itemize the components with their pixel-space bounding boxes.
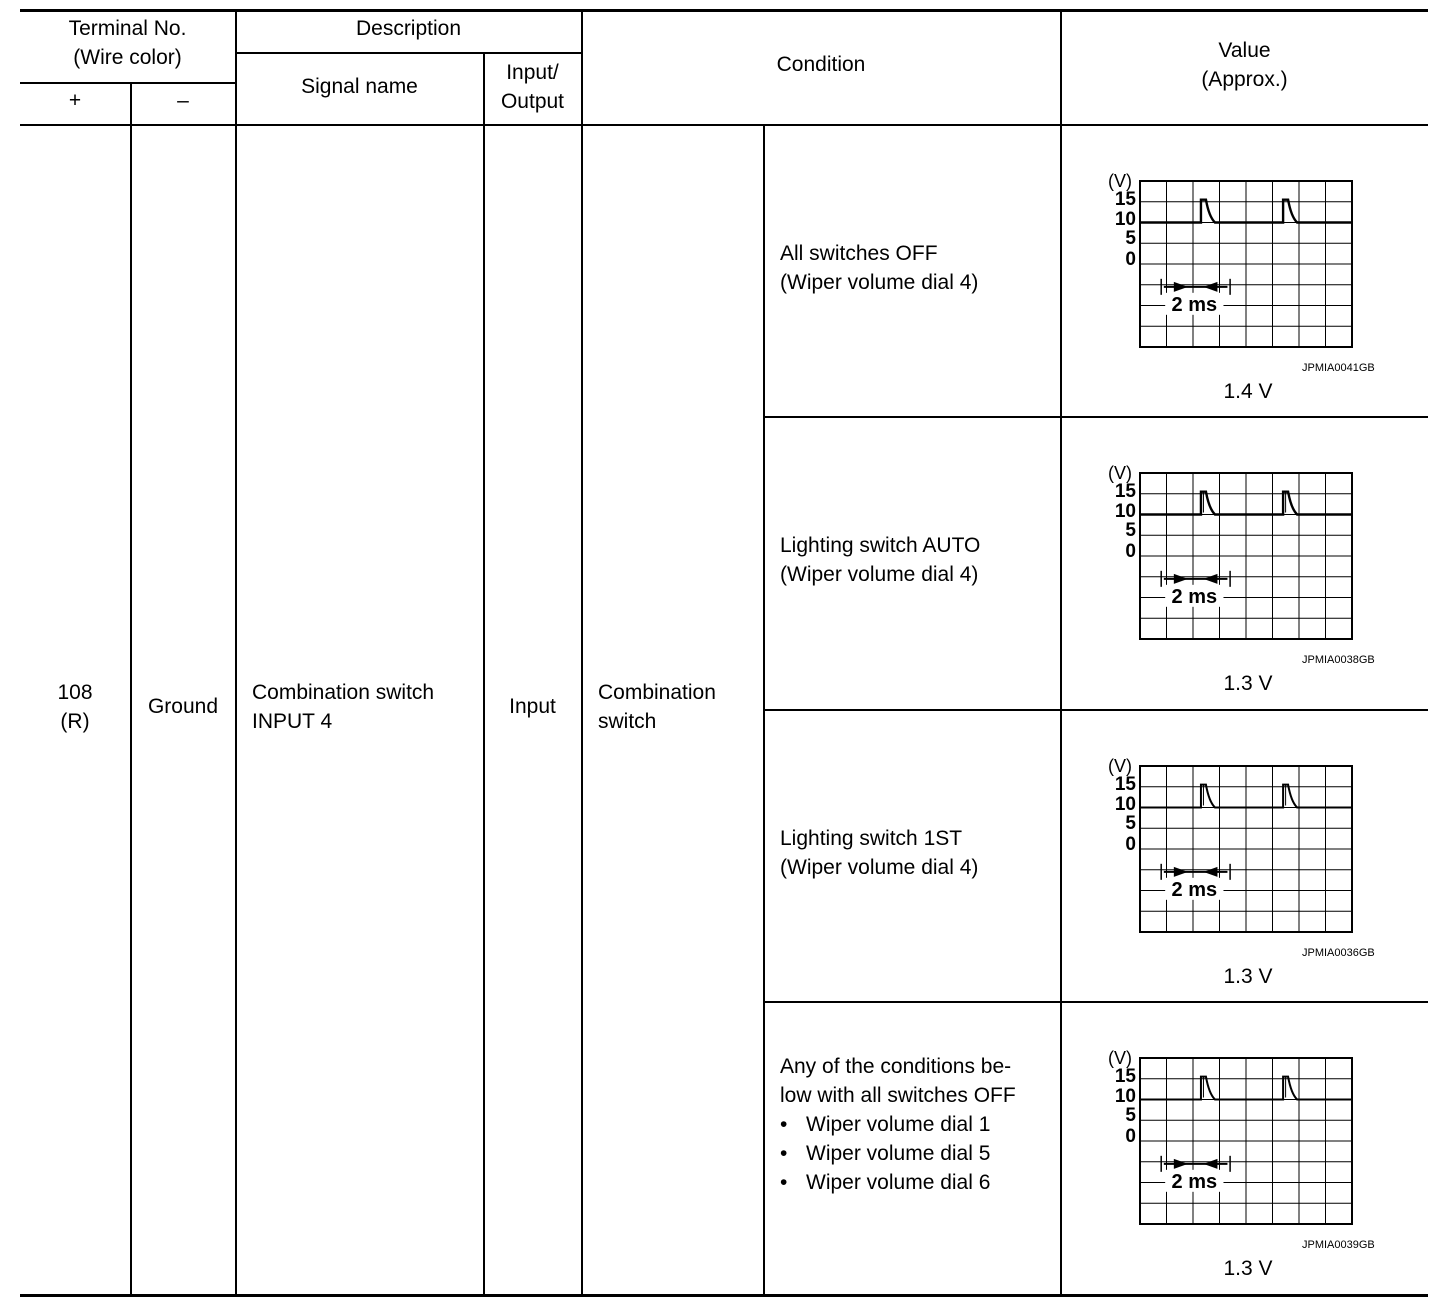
- figure-id: JPMIA0041GB: [1302, 362, 1375, 374]
- bullet-text: Wiper volume dial 5: [806, 1142, 991, 1165]
- condition-bullet: [780, 1139, 1016, 1168]
- axis-tick-label: 0: [1125, 249, 1136, 270]
- condition-bullet: [780, 1110, 1016, 1139]
- axis-tick-label: 5: [1125, 520, 1136, 541]
- axis-unit-label: (V): [1108, 463, 1132, 483]
- terminal-plus-cell: 108 (R): [57, 681, 93, 733]
- condition-text: [780, 1052, 1016, 1197]
- header-plus: +: [68, 89, 82, 112]
- bullet-dot: •: [780, 1113, 788, 1136]
- col-rule-desc: [235, 10, 237, 1296]
- table-top-rule: [20, 9, 1428, 12]
- arrow-left-icon: [1203, 1159, 1217, 1169]
- value-reading: 1.3 V: [1223, 1257, 1273, 1280]
- axis-tick-label: 10: [1114, 209, 1136, 230]
- header-value: Value (Approx.): [1201, 39, 1288, 91]
- value-reading: 1.3 V: [1223, 672, 1273, 695]
- col-rule-condition-sub: [763, 124, 765, 1296]
- bullet-dot: •: [780, 1171, 788, 1194]
- cond-rule-2: [764, 709, 1428, 711]
- time-scale-label: 2 ms: [1171, 878, 1218, 901]
- arrow-left-icon: [1203, 574, 1217, 584]
- figure-id: JPMIA0036GB: [1302, 947, 1375, 959]
- condition-line: low with all switches OFF: [780, 1084, 1016, 1107]
- oscilloscope-figure: [1100, 167, 1360, 357]
- condition-line: (Wiper volume dial 4): [780, 271, 979, 294]
- cond-rule-1: [764, 416, 1428, 418]
- condition-text: [780, 824, 978, 882]
- time-scale-label: 2 ms: [1171, 1170, 1218, 1193]
- condition-line: Any of the conditions be-: [780, 1055, 1012, 1078]
- signal-name-cell: Combination switch INPUT 4: [252, 681, 435, 733]
- axis-tick-label: 10: [1114, 794, 1136, 815]
- time-scale-label: 2 ms: [1171, 585, 1218, 608]
- axis-tick-label: 5: [1125, 813, 1136, 834]
- arrow-left-icon: [1203, 867, 1217, 877]
- bullet-text: Wiper volume dial 1: [806, 1113, 991, 1136]
- terminal-minus-cell: Ground: [147, 695, 219, 718]
- axis-tick-label: 0: [1125, 1126, 1136, 1147]
- axis-unit-label: (V): [1108, 1048, 1132, 1068]
- terminal-sub-rule: [20, 82, 236, 84]
- axis-tick-label: 0: [1125, 834, 1136, 855]
- oscilloscope-figure: [1100, 1044, 1360, 1234]
- figure-id: JPMIA0038GB: [1302, 654, 1375, 666]
- condition-line: Lighting switch 1ST: [780, 827, 963, 850]
- header-wire-color: (Wire color): [73, 46, 182, 69]
- condition-line: (Wiper volume dial 4): [780, 856, 979, 879]
- header-minus: –: [177, 89, 189, 112]
- axis-tick-label: 15: [1114, 1066, 1136, 1087]
- table-bottom-rule: [20, 1294, 1428, 1297]
- io-cell: Input: [509, 695, 556, 718]
- value-reading: 1.4 V: [1223, 380, 1273, 403]
- header-bottom-rule: [20, 124, 1428, 126]
- arrow-left-icon: [1203, 282, 1217, 292]
- axis-tick-label: 15: [1114, 189, 1136, 210]
- bullet-dot: •: [780, 1142, 788, 1165]
- condition-text: [780, 239, 978, 297]
- axis-tick-label: 5: [1125, 1105, 1136, 1126]
- condition-main-cell: Combination switch: [598, 681, 716, 733]
- cond-rule-3: [764, 1001, 1428, 1003]
- oscilloscope-figure: [1100, 459, 1360, 649]
- axis-unit-label: (V): [1108, 171, 1132, 191]
- header-condition: Condition: [776, 53, 866, 76]
- oscilloscope-figure: [1100, 752, 1360, 942]
- condition-line: All switches OFF: [780, 242, 938, 265]
- col-rule-minus: [130, 82, 132, 1296]
- time-scale-label: 2 ms: [1171, 293, 1218, 316]
- condition-line: Lighting switch AUTO: [780, 534, 981, 557]
- arrow-right-icon: [1174, 1159, 1188, 1169]
- arrow-right-icon: [1174, 574, 1188, 584]
- col-rule-io: [483, 52, 485, 1296]
- arrow-right-icon: [1174, 282, 1188, 292]
- value-reading: 1.3 V: [1223, 965, 1273, 988]
- header-terminal-no: Terminal No.: [68, 17, 187, 40]
- header-input-output: Input/ Output: [500, 61, 565, 113]
- col-rule-value: [1060, 10, 1062, 1296]
- arrow-right-icon: [1174, 867, 1188, 877]
- desc-sub-rule: [236, 52, 582, 54]
- axis-tick-label: 15: [1114, 774, 1136, 795]
- header-signal-name: Signal name: [301, 75, 418, 98]
- bullet-text: Wiper volume dial 6: [806, 1171, 991, 1194]
- header-description: Description: [355, 17, 462, 40]
- axis-unit-label: (V): [1108, 756, 1132, 776]
- condition-line: (Wiper volume dial 4): [780, 563, 979, 586]
- axis-tick-label: 10: [1114, 1086, 1136, 1107]
- axis-tick-label: 0: [1125, 541, 1136, 562]
- figure-id: JPMIA0039GB: [1302, 1239, 1375, 1251]
- col-rule-condition: [581, 10, 583, 1296]
- axis-tick-label: 5: [1125, 228, 1136, 249]
- axis-tick-label: 15: [1114, 481, 1136, 502]
- condition-bullet: [780, 1168, 1016, 1197]
- axis-tick-label: 10: [1114, 501, 1136, 522]
- condition-text: [780, 531, 980, 589]
